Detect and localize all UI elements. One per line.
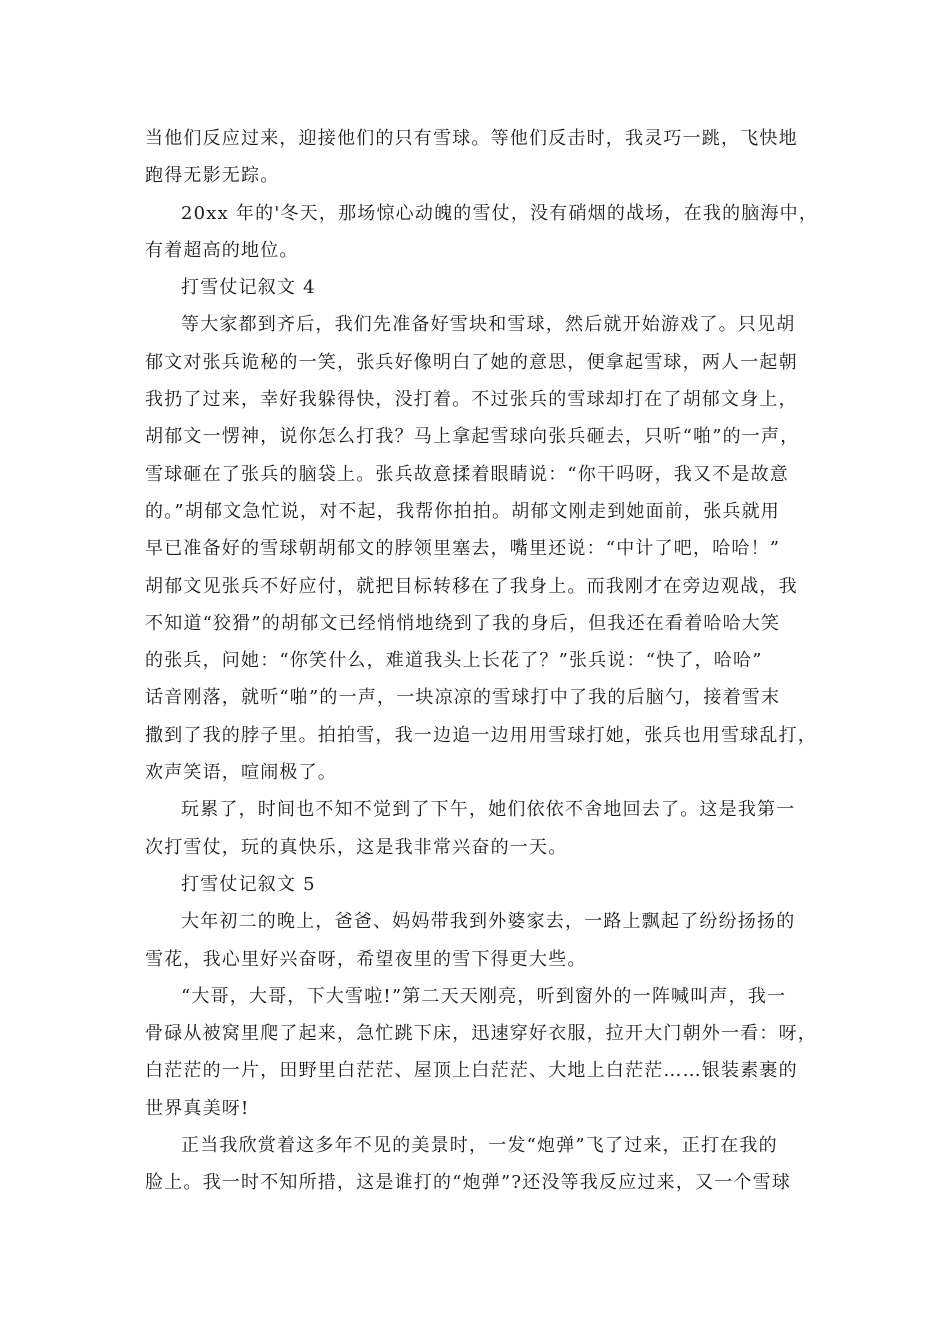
text-line: 欢声笑语，喧闹极了。 bbox=[145, 762, 337, 784]
text-line: 不知道“狡猾”的胡郁文已经悄悄地绕到了我的身后，但我还在看着哈哈大笑 bbox=[145, 612, 781, 634]
text-line: 大年初二的晚上，爸爸、妈妈带我到外婆家去，一路上飘起了纷纷扬扬的 bbox=[181, 911, 796, 933]
text-line: 20xx 年的'冬天，那场惊心动魄的雪仗，没有硝烟的战场，在我的脑海中， bbox=[181, 202, 819, 224]
text-line: 有着超高的地位。 bbox=[145, 239, 299, 261]
text-line: 玩累了，时间也不知不觉到了下午，她们依依不舍地回去了。这是我第一 bbox=[181, 799, 796, 821]
text-line: 胡郁文见张兵不好应付，就把目标转移在了我身上。而我刚才在旁边观战，我 bbox=[145, 575, 798, 597]
text-line: 打雪仗记叙文 4 bbox=[181, 277, 316, 299]
text-line: 当他们反应过来，迎接他们的只有雪球。等他们反击时，我灵巧一跳，飞快地 bbox=[145, 128, 798, 149]
text-line: 脸上。我一时不知所措，这是谁打的“炮弹”?还没等我反应过来，又一个雪球 bbox=[145, 1172, 792, 1194]
text-line: 雪花，我心里好兴奋呀，希望夜里的雪下得更大些。 bbox=[145, 948, 587, 970]
text-line: 话音刚落，就听“啪”的一声，一块凉凉的雪球打中了我的后脑勺，接着雪末 bbox=[145, 687, 781, 709]
text-line: 白茫茫的一片，田野里白茫茫、屋顶上白茫茫、大地上白茫茫……银装素裹的 bbox=[145, 1060, 798, 1082]
text-line: 的张兵，问她：“你笑什么，难道我头上长花了？”张兵说：“快了，哈哈” bbox=[145, 650, 763, 672]
text-line: 雪球砸在了张兵的脑袋上。张兵故意揉着眼睛说：“你干吗呀，我又不是故意 bbox=[145, 463, 789, 485]
text-line: 早已准备好的雪球朝胡郁文的脖领里塞去，嘴里还说：“中计了吧，哈哈！” bbox=[145, 538, 781, 560]
text-line: 打雪仗记叙文 5 bbox=[181, 873, 316, 895]
text-line: 郁文对张兵诡秘的一笑，张兵好像明白了她的意思，便拿起雪球，两人一起朝 bbox=[145, 351, 798, 373]
text-line: 我扔了过来，幸好我躲得快，没打着。不过张兵的雪球却打在了胡郁文身上， bbox=[145, 389, 798, 411]
document-body bbox=[145, 120, 819, 1202]
text-line: 正当我欣赏着这多年不见的美景时，一发“炮弹”飞了过来，正打在我的 bbox=[181, 1135, 778, 1157]
text-line: 撒到了我的脖子里。拍拍雪，我一边追一边用用雪球打她，张兵也用雪球乱打， bbox=[145, 724, 817, 746]
text-line: 次打雪仗，玩的真快乐，这是我非常兴奋的一天。 bbox=[145, 836, 568, 858]
text-line: 世界真美呀! bbox=[145, 1097, 250, 1119]
text-line: 跑得无影无踪。 bbox=[145, 165, 280, 187]
text-line: 等大家都到齐后，我们先准备好雪块和雪球，然后就开始游戏了。只见胡 bbox=[181, 314, 796, 336]
text-line: 的。”胡郁文急忙说，对不起，我帮你拍拍。胡郁文刚走到她面前，张兵就用 bbox=[145, 500, 780, 522]
text-line: 胡郁文一愣神，说你怎么打我？马上拿起雪球向张兵砸去，只听“啪”的一声， bbox=[145, 426, 800, 448]
text-line: 骨碌从被窝里爬了起来，急忙跳下床，迅速穿好衣服，拉开大门朝外一看：呀， bbox=[145, 1023, 817, 1045]
text-line: “大哥，大哥，下大雪啦!”第二天天刚亮，听到窗外的一阵喊叫声，我一 bbox=[181, 985, 787, 1007]
